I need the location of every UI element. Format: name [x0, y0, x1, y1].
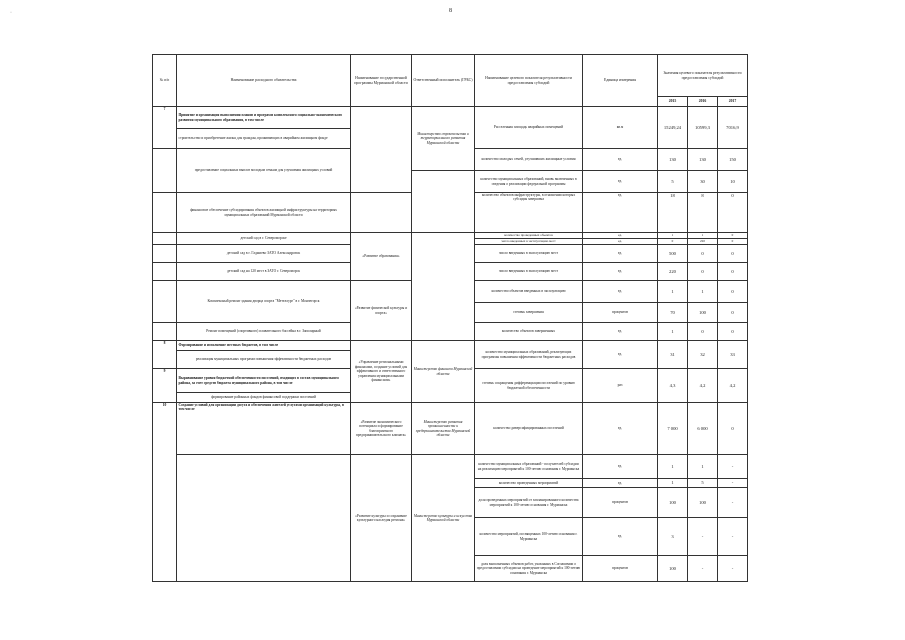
value-2015: 1 — [658, 455, 688, 479]
value-2015: 15249,24 — [658, 107, 688, 149]
subitem: строительство и приобретение жилья для граждан, проживающих в аварийном жилищном фонде — [177, 129, 351, 149]
value-2017: 7016,9 — [718, 107, 748, 149]
value-2017: - — [718, 556, 748, 582]
executor: Министерство развития промышленности и предпринимательства Мурманской области — [412, 403, 475, 455]
indicator: количество объектов инфраструктуры, в отношении которых субсидия завершена — [475, 193, 583, 233]
year-2017: 2017 — [718, 97, 748, 107]
value-2016: 10599,3 — [688, 107, 718, 149]
unit: ед. — [583, 263, 658, 281]
value-2017: 4,2 — [718, 369, 748, 403]
unit: раз — [583, 369, 658, 403]
indicator: число введенных в эксплуатацию мест — [475, 263, 583, 281]
year-2016: 2016 — [688, 97, 718, 107]
value-2017: 0 — [718, 245, 748, 263]
indicator: число введенных в эксплуатацию мест — [475, 245, 583, 263]
value-2017: 33 — [718, 341, 748, 369]
value-2017: 0 — [718, 403, 748, 455]
executor: Министерство культуры и искусства Мурманской области — [412, 455, 475, 582]
indicator: количество объектов завершенных — [475, 323, 583, 341]
value-2016: 6 000 — [688, 403, 718, 455]
value-2015: 130 — [658, 149, 688, 171]
year-2015: 2015 — [658, 97, 688, 107]
col-num-header: № п/п — [153, 55, 177, 107]
value-2016: 8 — [688, 193, 718, 233]
value-2016: 0 — [688, 263, 718, 281]
num-cell — [153, 281, 177, 323]
value-2015: 1 — [658, 479, 688, 488]
value-2016: 0 — [688, 323, 718, 341]
indicator: степень завершения — [475, 303, 583, 323]
col-indicator-header: Наименование целевого показателя результативности предоставления субсидий — [475, 55, 583, 107]
unit: ед. — [583, 171, 658, 193]
value-2017: 0 — [718, 281, 748, 303]
program: «Развитие культуры и сохранение культурного наследия региона» — [351, 455, 412, 582]
value-2015: 100 — [658, 556, 688, 582]
program: «Развитие физической культуры и спорта» — [351, 281, 412, 341]
unit: ед. — [583, 518, 658, 556]
section-7-program — [351, 107, 412, 193]
unit: ед. — [583, 455, 658, 479]
program: «Развитие экономического потенциала и формирование благоприятного предпринимательского климата» — [351, 403, 412, 455]
indicator: доля проведенных мероприятий от запланированного количества мероприятий к 100-летию основания г. Мурманска — [475, 488, 583, 518]
num-cell — [153, 263, 177, 281]
indicator: количество молодых семей, улучшивших жилищные условия — [475, 149, 583, 171]
col-executor-header: Ответственный исполнитель (ГРБС) — [412, 55, 475, 107]
section-8-num: 8 — [153, 341, 177, 369]
section-7-title: Принятие и организация выполнения планов и программ комплексного социально-экономического развития муниципального образования, в том числе — [177, 107, 351, 129]
value-2016: 1 — [688, 233, 718, 239]
num-cell — [153, 193, 177, 233]
unit: ед. — [583, 323, 658, 341]
value-2016: 1 — [688, 455, 718, 479]
value-2016: - — [688, 556, 718, 582]
section-9-num: 9 — [153, 369, 177, 403]
value-2016: 30 — [688, 171, 718, 193]
value-2017: 0 — [718, 323, 748, 341]
subitem-cell — [177, 455, 351, 582]
section-10-num: 10 — [153, 403, 177, 582]
value-2015: 220 — [658, 263, 688, 281]
executor-cell — [412, 171, 475, 233]
value-2016: 220 — [688, 239, 718, 245]
indicator: количество проведенных объектов — [475, 233, 583, 239]
unit: ед. — [583, 281, 658, 303]
value-2016: 5 — [688, 479, 718, 488]
value-2015: 18 — [658, 193, 688, 233]
unit: ед. — [583, 149, 658, 171]
value-2015: 3 — [658, 518, 688, 556]
value-2015: 4,3 — [658, 369, 688, 403]
value-2017: 0 — [718, 263, 748, 281]
unit: ед. — [583, 403, 658, 455]
value-2015: 100 — [658, 488, 688, 518]
subitem: реализация муниципальных программ повышения эффективности бюджетных расходов — [177, 351, 351, 369]
num-cell — [153, 149, 177, 193]
unit: процентов — [583, 303, 658, 323]
executor-cell — [412, 233, 475, 341]
num-cell — [153, 323, 177, 341]
program-cell — [351, 193, 412, 233]
indicator: количество мероприятий, посвященных 100-летию основания г. Мурманска — [475, 518, 583, 556]
section-8-title: Формирование и исполнение местных бюджетов, в том числе — [177, 341, 351, 351]
indicator: Расселенная площадь аварийных помещений — [475, 107, 583, 149]
unit: процентов — [583, 488, 658, 518]
value-2017: 0 — [718, 233, 748, 239]
unit: ед. — [583, 193, 658, 233]
section-7-executor: Министерство строительства и территориального развития Мурманской области — [412, 107, 475, 171]
value-2015: 0 — [658, 239, 688, 245]
value-2017: 0 — [718, 193, 748, 233]
num-cell — [153, 233, 177, 245]
section-9-title: Выравнивание уровня бюджетной обеспеченности поселений, входящих в состав муниципального района, за счет средств бюджета муниципального района, в том числе — [177, 369, 351, 393]
value-2017: - — [718, 488, 748, 518]
unit: ед. — [583, 239, 658, 245]
value-2017: - — [718, 518, 748, 556]
value-2016: 100 — [688, 488, 718, 518]
value-2016: 1 — [688, 281, 718, 303]
scan-mark: · — [10, 10, 12, 16]
value-2015: 1 — [658, 323, 688, 341]
indicators-table — [152, 54, 748, 582]
value-2016: 32 — [688, 341, 718, 369]
indicator: количество диверсифицированных поселений — [475, 403, 583, 455]
section-8-executor: Министерство финансов Мурманской области — [412, 341, 475, 403]
subitem: Комплексный ремонт здания дворца спорта "Метеллург" в г. Мончегорск — [177, 281, 351, 323]
subitem: финансовое обеспечение субсидирования объектов жилищной инфраструктуры на территориях муниципальных образований Мурманской области — [177, 193, 351, 233]
value-2017: 10 — [718, 171, 748, 193]
value-2015: 7 000 — [658, 403, 688, 455]
subitem: формирование районных фондов финансовой поддержки поселений — [177, 393, 351, 403]
unit: ед. — [583, 341, 658, 369]
subitem: детский сад на 120 мест в ЗАТО г. Североморск — [177, 263, 351, 281]
subitem: Ремонт помещений (спортивного) плавательного бассейна в г. Заполярный — [177, 323, 351, 341]
subitem: детский сад в г. Гаджиево ЗАТО Александровск — [177, 245, 351, 263]
value-2015: 1 — [658, 233, 688, 239]
value-2017: - — [718, 455, 748, 479]
indicator: число введенных в эксплуатацию мест — [475, 239, 583, 245]
indicator: количество муниципальных образований, реализующих программы повышения эффективности бюджетных расходов — [475, 341, 583, 369]
indicator: количество муниципальных образований, вновь включенных в сведения о реализации федеральной программы — [475, 171, 583, 193]
unit: ед. — [583, 233, 658, 239]
value-2016: 100 — [688, 303, 718, 323]
section-7-num: 7 — [153, 107, 177, 149]
page-number: 8 — [449, 8, 452, 14]
unit: ед. — [583, 245, 658, 263]
unit: процентов — [583, 556, 658, 582]
indicator: количество объектов введенных в эксплуатацию — [475, 281, 583, 303]
col-unit-header: Единица измерения — [583, 55, 658, 107]
value-2015: 31 — [658, 341, 688, 369]
section-10-title: Создание условий для организации досуга и обеспечения жителей услугами организаций культуры, в том числе — [177, 403, 351, 455]
col-values-header: Значения целевого показателя результативности предоставления субсидий — [658, 55, 748, 97]
section-8-program: «Управление региональными финансами, создание условий для эффективного и ответственного управления муниципальными финансами» — [351, 341, 412, 403]
value-2015: 500 — [658, 245, 688, 263]
col-name-header: Наименование расходного обязательства — [177, 55, 351, 107]
indicator: количество проведенных мероприятий — [475, 479, 583, 488]
program: «Развитие образования» — [351, 233, 412, 281]
value-2017: 0 — [718, 239, 748, 245]
value-2015: 1 — [658, 281, 688, 303]
value-2016: 4,2 — [688, 369, 718, 403]
col-program-header: Наименование государственной программы Мурманской области — [351, 55, 412, 107]
value-2017: 0 — [718, 303, 748, 323]
subitem: детский сад в г. Североморске — [177, 233, 351, 245]
indicator: доля выполненных объемов работ, указанных в Соглашении о предоставлении субсидии на проведение мероприятий к 100-летию основания г. Мурманска — [475, 556, 583, 582]
value-2015: 5 — [658, 171, 688, 193]
unit: ед. — [583, 479, 658, 488]
value-2016: 0 — [688, 245, 718, 263]
indicator: степень сокращения дифференциации поселений по уровню бюджетной обеспеченности — [475, 369, 583, 403]
value-2015: 70 — [658, 303, 688, 323]
value-2017: - — [718, 479, 748, 488]
subitem: предоставление социальных выплат молодым семьям для улучшения жилищных условий — [177, 149, 351, 193]
value-2016: - — [688, 518, 718, 556]
indicator: количество муниципальных образований - получателей субсидии на реализацию мероприятий к 100-летию основания г. Мурманска — [475, 455, 583, 479]
value-2017: 150 — [718, 149, 748, 171]
value-2016: 130 — [688, 149, 718, 171]
num-cell — [153, 245, 177, 263]
unit: кв.м — [583, 107, 658, 149]
